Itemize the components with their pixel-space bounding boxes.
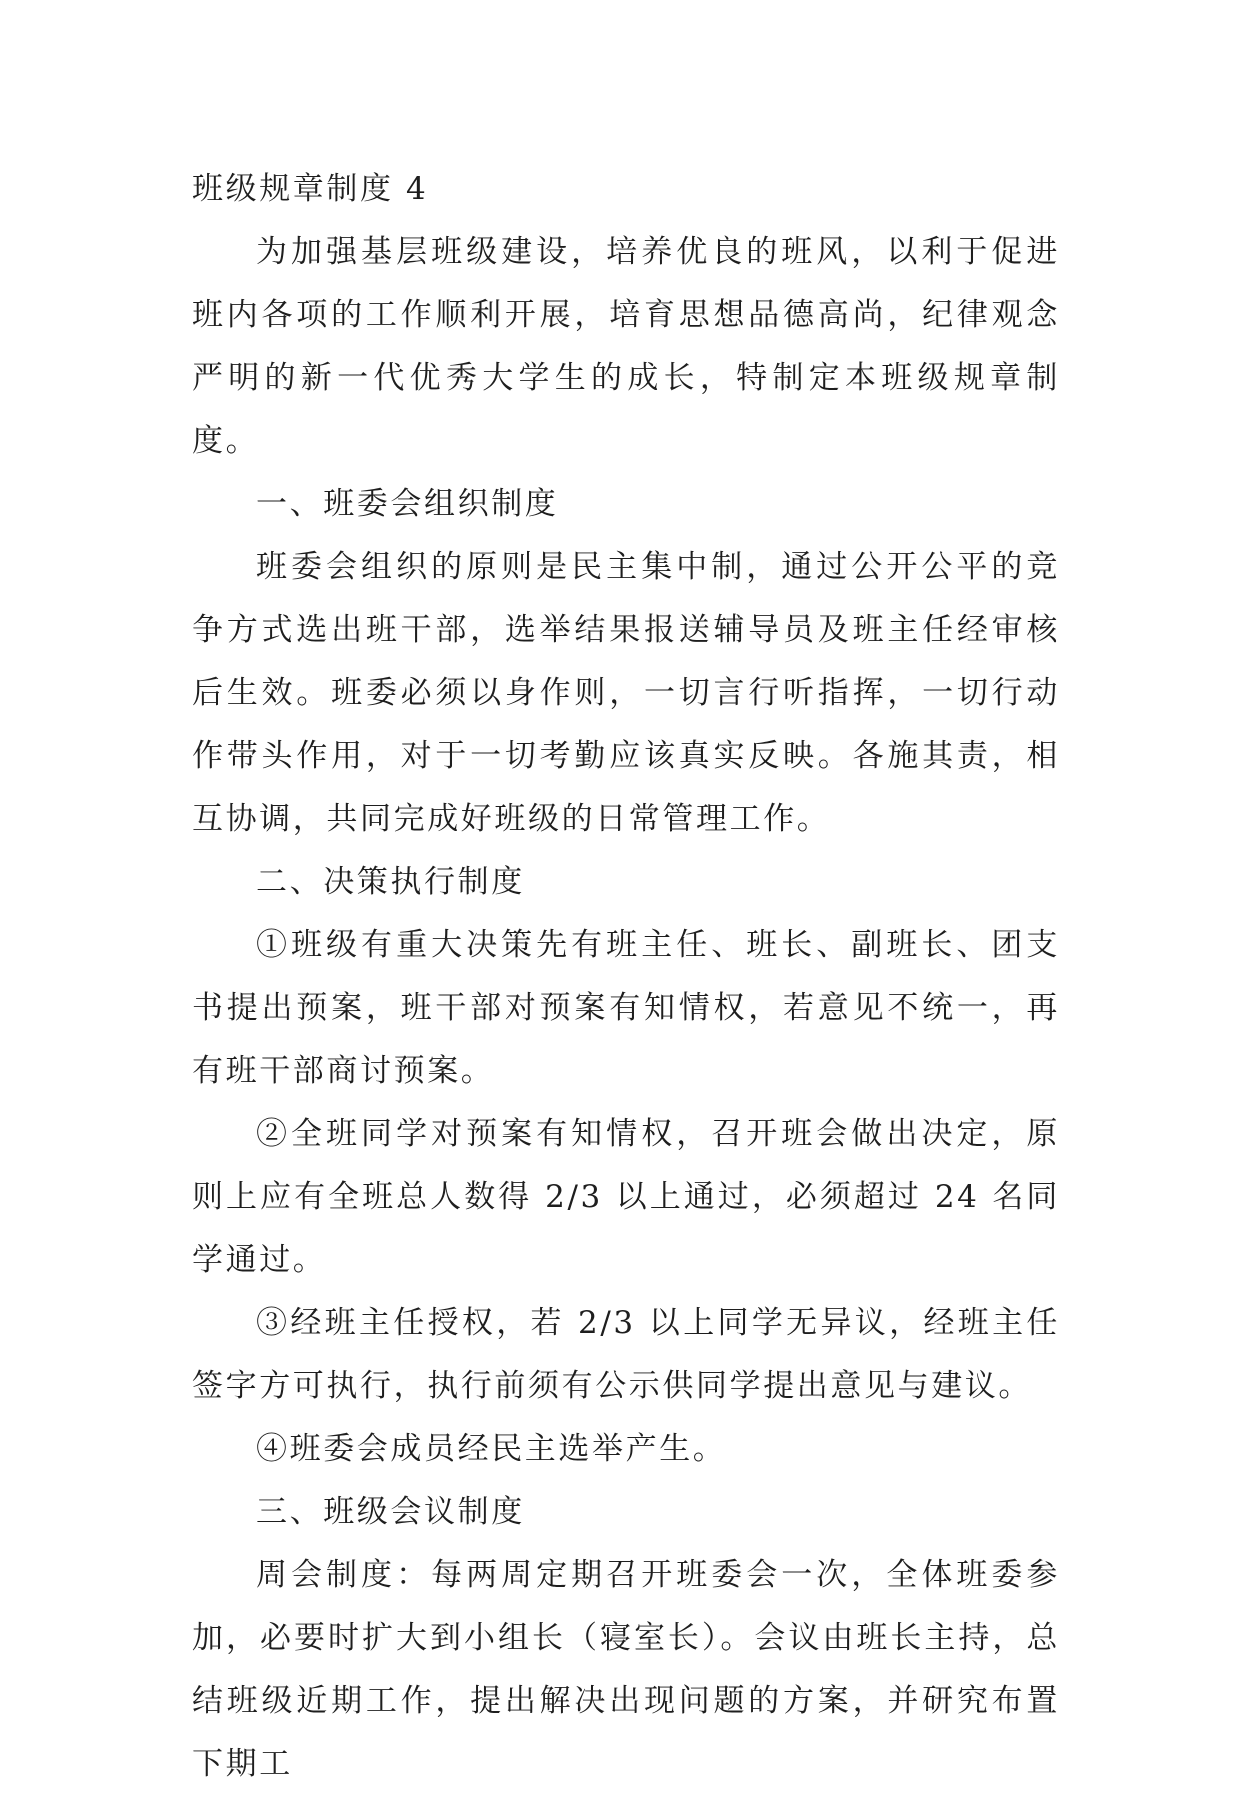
document-title: 班级规章制度 4 — [192, 171, 429, 207]
paragraph-decision-1: ①班级有重大决策先有班主任、班长、副班长、团支书提出预案，班干部对预案有知情权，若意见不统一，再有班干部商讨预案。 — [192, 927, 1060, 1089]
paragraph-decision-4: ④班委会成员经民主选举产生。 — [256, 1431, 727, 1467]
paragraph-intro: 为加强基层班级建设，培养优良的班风，以利于促进班内各项的工作顺利开展，培育思想品德高尚，纪律观念严明的新一代优秀大学生的成长，特制定本班级规章制度。 — [192, 234, 1060, 459]
section-heading-committee: 一、班委会组织制度 — [256, 486, 559, 522]
section-heading-meeting: 三、班级会议制度 — [256, 1494, 525, 1530]
section-heading-decision: 二、决策执行制度 — [256, 864, 525, 900]
paragraph-decision-2: ②全班同学对预案有知情权，召开班会做出决定，原则上应有全班总人数得 2/3 以上通过，必须超过 24 名同学通过。 — [192, 1116, 1060, 1278]
paragraph-committee: 班委会组织的原则是民主集中制，通过公开公平的竞争方式选出班干部，选举结果报送辅导员及班主任经审核后生效。班委必须以身作则，一切言行听指挥，一切行动作带头作用，对于一切考勤应该真实反映。各施其责，相互协调，共同完成好班级的日常管理工作。 — [192, 549, 1060, 837]
document-body — [192, 158, 1060, 1796]
paragraph-meeting: 周会制度：每两周定期召开班委会一次，全体班委参加，必要时扩大到小组长（寝室长）。会议由班长主持，总结班级近期工作，提出解决出现问题的方案，并研究布置下期工 — [192, 1557, 1060, 1782]
paragraph-decision-3: ③经班主任授权，若 2/3 以上同学无异议，经班主任签字方可执行，执行前须有公示供同学提出意见与建议。 — [192, 1305, 1060, 1404]
